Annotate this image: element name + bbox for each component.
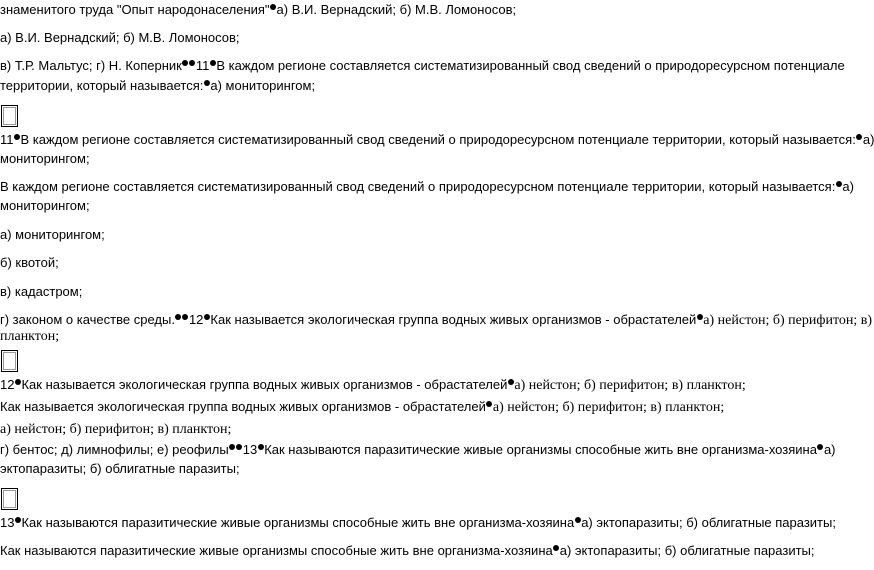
text-fragment: а) нейстон; б) перифитон; в): [703, 313, 873, 328]
text-line: [0, 376, 746, 394]
text-fragment: знаменитого труда "Опыт народонаселения": [0, 2, 270, 17]
text-fragment: Как называется экологическая группа водных живых организмов - обрастателей: [210, 312, 697, 327]
text-fragment: а) эктопаразиты; б) облигатные паразиты;: [581, 515, 836, 530]
text-fragment: Как называется экологическая группа водных живых организмов - обрастателей: [0, 399, 486, 414]
text-fragment: а) В.И. Вернадский; б) М.В. Ломоносов;: [276, 2, 517, 17]
text-line: [0, 441, 836, 458]
text-line: [0, 226, 105, 243]
question-number: 11: [0, 132, 14, 147]
bullet-icon: [697, 314, 703, 320]
bullet-icon: [856, 134, 862, 140]
question-number: 13: [0, 515, 15, 530]
text-line: [0, 327, 59, 345]
text-line: [0, 197, 90, 214]
text-fragment: а) нейстон; б) перифитон; в) планктон;: [514, 378, 746, 393]
question-number: 12: [0, 377, 15, 392]
bullet-icon: [486, 401, 492, 407]
text-line: [0, 542, 815, 559]
text-line: [0, 514, 836, 531]
text-line: [0, 131, 874, 148]
text-fragment: а): [823, 442, 836, 457]
text-fragment: а) нейстон; б) перифитон; в) планктон;: [0, 422, 232, 437]
answer-checkbox[interactable]: [1, 350, 18, 372]
text-fragment: в) кадастром;: [0, 284, 83, 299]
bullet-icon: [175, 314, 181, 320]
text-fragment: Как называются паразитические живые организмы способные жить вне организма-хозяина: [264, 442, 817, 457]
bullet-icon: [258, 444, 264, 450]
text-line: [0, 29, 240, 46]
text-fragment: б) квотой;: [0, 255, 59, 270]
bullet-icon: [204, 314, 210, 320]
text-fragment: Как называются паразитические живые организмы способные жить вне организма-хозяина: [21, 515, 575, 530]
question-number: 12: [188, 312, 204, 327]
text-line: [0, 77, 315, 94]
bullet-icon: [817, 444, 823, 450]
text-fragment: эктопаразиты; б) облигатные паразиты;: [0, 461, 240, 476]
text-line: [0, 57, 845, 74]
text-fragment: г) бентос; д) лимнофилы; е) реофилы: [0, 442, 229, 457]
text-fragment: планктон;: [0, 329, 60, 344]
text-fragment: мониторингом;: [0, 151, 90, 166]
bullet-icon: [508, 379, 514, 385]
text-fragment: а) мониторингом;: [0, 227, 105, 242]
text-fragment: В каждом регионе составляется систематизированный свод сведений о природоресурсном потенциале территории, который называется:: [20, 132, 856, 147]
text-line: [0, 150, 90, 167]
text-fragment: Как называются паразитические живые организмы способные жить вне организма-хозяина: [0, 543, 553, 558]
text-fragment: Как называется экологическая группа водных живых организмов - обрастателей: [21, 377, 508, 392]
text-line: [0, 283, 82, 300]
text-fragment: а): [862, 132, 874, 147]
answer-checkbox[interactable]: [1, 105, 18, 127]
answer-checkbox[interactable]: [1, 488, 18, 510]
bullet-icon: [182, 314, 188, 320]
bullet-icon: [236, 444, 242, 450]
text-line: [0, 1, 516, 18]
bullet-icon: [270, 4, 276, 10]
text-fragment: а): [842, 179, 854, 194]
text-line: [0, 311, 872, 329]
text-line: [0, 178, 854, 195]
bullet-icon: [14, 134, 20, 140]
text-fragment: а) нейстон; б) перифитон; в) планктон;: [492, 400, 725, 415]
text-fragment: а) эктопаразиты; б) облигатные паразиты;: [559, 543, 815, 558]
bullet-icon: [189, 60, 195, 66]
bullet-icon: [229, 444, 235, 450]
bullet-icon: [210, 60, 216, 66]
bullet-icon: [182, 60, 188, 66]
bullet-icon: [204, 80, 210, 86]
text-fragment: В каждом регионе составляется систематизированный свод сведений о природоресурсном потенциале: [216, 58, 845, 73]
bullet-icon: [575, 517, 581, 523]
question-number: 13: [242, 442, 258, 457]
text-fragment: мониторингом;: [0, 198, 90, 213]
text-fragment: а) мониторингом;: [210, 78, 316, 93]
text-fragment: территории, который называется:: [0, 78, 204, 93]
text-fragment: а) В.И. Вернадский; б) М.В. Ломоносов;: [0, 30, 240, 45]
text-fragment: в) Т.Р. Мальтус; г) Н. Коперник: [0, 58, 182, 73]
text-line: [0, 398, 724, 416]
text-fragment: г) законом о качестве среды.: [0, 312, 175, 327]
text-line: [0, 460, 240, 477]
text-line: [0, 254, 59, 271]
text-fragment: В каждом регионе составляется систематизированный свод сведений о природоресурсном потенциале территории, который называется:: [0, 179, 836, 194]
bullet-icon: [553, 545, 559, 551]
question-number: 11: [195, 58, 210, 73]
text-line: [0, 420, 231, 438]
bullet-icon: [836, 181, 842, 187]
